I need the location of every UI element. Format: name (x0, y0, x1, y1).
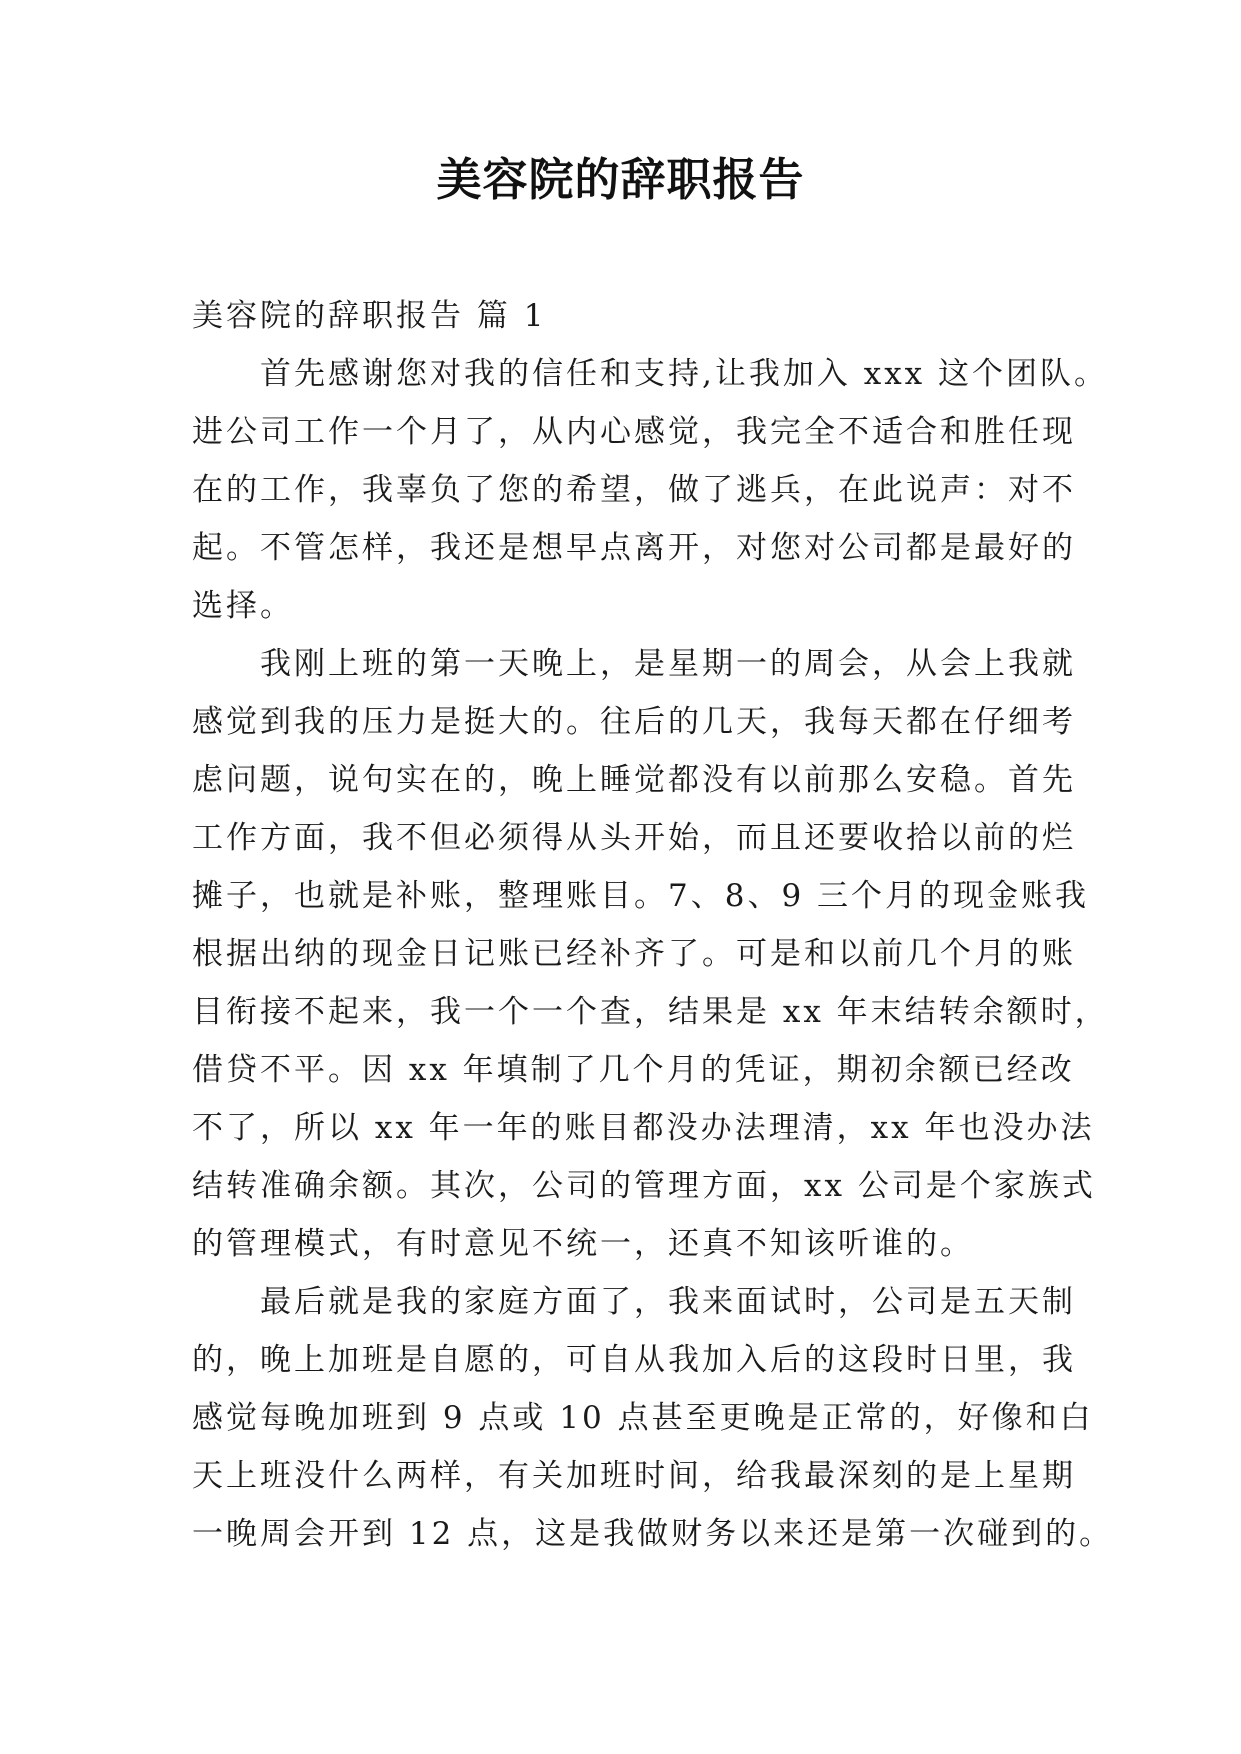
paragraph-line: 进公司工作一个月了，从内心感觉，我完全不适合和胜任现 (192, 414, 1076, 450)
paragraph-line: 的，晚上加班是自愿的，可自从我加入后的这段时日里，我 (192, 1342, 1076, 1378)
document-body (192, 287, 1114, 1563)
paragraph-line: 首先感谢您对我的信任和支持,让我加入 xxx 这个团队。 (260, 356, 1109, 392)
paragraph-line: 天上班没什么两样，有关加班时间，给我最深刻的是上星期 (192, 1458, 1076, 1494)
paragraph-line: 借贷不平。因 xx 年填制了几个月的凭证，期初余额已经改 (192, 1052, 1075, 1088)
paragraph-line: 结转准确余额。其次，公司的管理方面，xx 公司是个家族式 (192, 1168, 1096, 1204)
document-title: 美容院的辞职报告 (436, 153, 805, 206)
paragraph-line: 最后就是我的家庭方面了，我来面试时，公司是五天制 (260, 1284, 1076, 1320)
paragraph-line: 虑问题，说句实在的，晚上睡觉都没有以前那么安稳。首先 (192, 762, 1076, 798)
paragraph-line: 的管理模式，有时意见不统一，还真不知该听谁的。 (192, 1226, 974, 1262)
paragraph-line: 我刚上班的第一天晚上，是星期一的周会，从会上我就 (260, 646, 1076, 682)
paragraph-line: 一晚周会开到 12 点，这是我做财务以来还是第一次碰到的。 (192, 1516, 1114, 1552)
paragraph-line: 目衔接不起来，我一个一个查，结果是 xx 年末结转余额时， (192, 994, 1109, 1030)
paragraph-line: 在的工作，我辜负了您的希望，做了逃兵，在此说声：对不 (192, 472, 1076, 508)
paragraph-line: 不了，所以 xx 年一年的账目都没办法理清，xx 年也没办法 (192, 1110, 1095, 1146)
section-heading: 美容院的辞职报告 篇 1 (192, 298, 547, 334)
paragraph-line: 选择。 (192, 588, 294, 624)
paragraph-line: 工作方面，我不但必须得从头开始，而且还要收拾以前的烂 (192, 820, 1076, 856)
paragraph-line: 起。不管怎样，我还是想早点离开，对您对公司都是最好的 (192, 530, 1076, 566)
paragraph-line: 感觉到我的压力是挺大的。往后的几天，我每天都在仔细考 (192, 704, 1076, 740)
paragraph-3 (192, 1273, 1114, 1563)
paragraph-1 (192, 345, 1109, 635)
paragraph-line: 感觉每晚加班到 9 点或 10 点甚至更晚是正常的，好像和白 (192, 1400, 1094, 1436)
paragraph-2 (192, 635, 1109, 1273)
paragraph-line: 根据出纳的现金日记账已经补齐了。可是和以前几个月的账 (192, 936, 1076, 972)
paragraph-line: 摊子，也就是补账，整理账目。7、8、9 三个月的现金账我 (192, 878, 1090, 914)
